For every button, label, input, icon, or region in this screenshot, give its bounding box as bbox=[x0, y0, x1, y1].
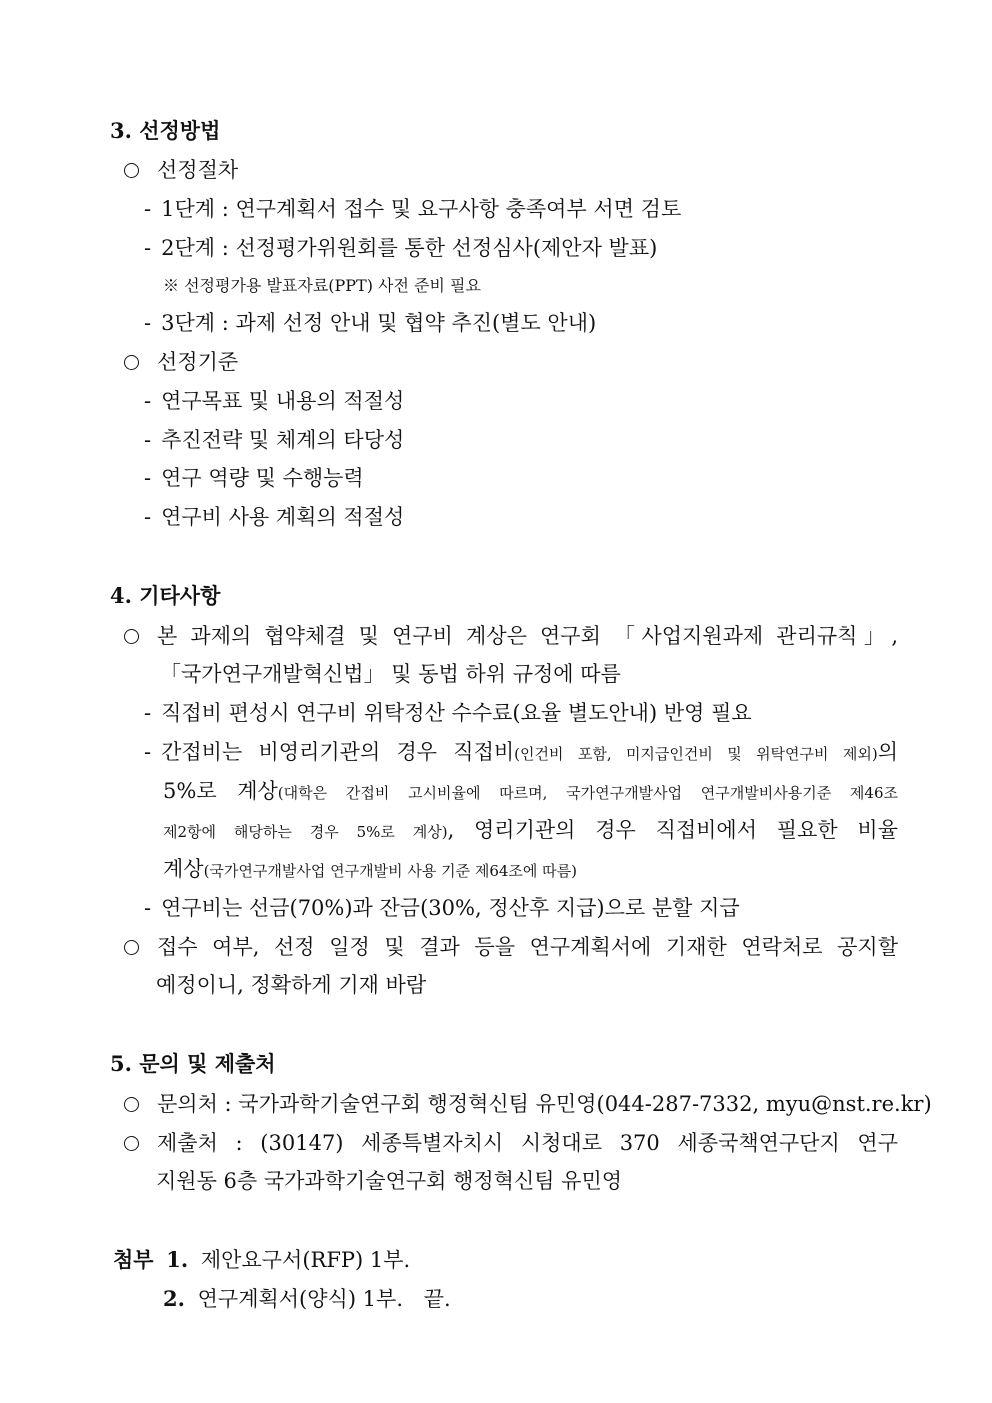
procedure-note: ※ 선정평가용 발표자료(PPT) 사전 준비 필요 bbox=[163, 276, 481, 295]
criteria-item: - 연구 역량 및 수행능력 bbox=[144, 466, 364, 490]
circle-bullet-icon bbox=[124, 1097, 139, 1112]
circle-bullet-icon bbox=[124, 1136, 139, 1151]
criteria-item: - 추진전략 및 체계의 타당성 bbox=[144, 428, 405, 452]
procedure-step-1: - 1단계 : 연구계획서 접수 및 요구사항 충족여부 서면 검토 bbox=[144, 197, 682, 221]
criteria-item: - 연구비 사용 계획의 적절성 bbox=[144, 505, 405, 529]
end-mark: 끝. bbox=[423, 1287, 451, 1311]
notice-paragraph-line-2: 예정이니, 정확하게 기재 바람 bbox=[156, 973, 427, 997]
indirect-cost-line-1: - 간접비는 비영리기관의 경우 직접비(인건비 포함, 미지급인건비 및 위탁연구비 제외)의 bbox=[144, 740, 898, 764]
direct-cost-note: - 직접비 편성시 연구비 위탁정산 수수료(요율 별도안내) 반영 필요 bbox=[144, 701, 752, 725]
indirect-cost-line-4: 계상(국가연구개발사업 연구개발비 사용 기준 제64조에 따름) bbox=[163, 857, 577, 881]
agreement-paragraph-line-1: 본 과제의 협약체결 및 연구비 계상은 연구회 「사업지원과제 관리규칙」, bbox=[124, 620, 898, 650]
criteria-item: - 연구목표 및 내용의 적절성 bbox=[144, 389, 405, 413]
agreement-paragraph-line-2: 「국가연구개발혁신법」 및 동법 하위 규정에 따름 bbox=[160, 662, 621, 686]
procedure-heading: 선정절차 bbox=[124, 154, 238, 184]
criteria-heading: 선정기준 bbox=[124, 346, 238, 376]
procedure-step-2: - 2단계 : 선정평가위원회를 통한 선정심사(제안자 발표) bbox=[144, 236, 658, 260]
circle-bullet-icon bbox=[124, 629, 139, 644]
attachment-line-2: 2. 연구계획서(양식) 1부. 끝. bbox=[163, 1286, 451, 1311]
submit-line-2: 지원동 6층 국가과학기술연구회 행정혁신팀 유민영 bbox=[156, 1169, 623, 1193]
circle-bullet-icon bbox=[124, 163, 139, 178]
section-4-title: 4. 기타사항 bbox=[110, 583, 221, 608]
submit-line-1: 제출처 : (30147) 세종특별자치시 시청대로 370 세종국책연구단지 연구 bbox=[124, 1127, 898, 1157]
payment-note: - 연구비는 선금(70%)과 잔금(30%, 정산후 지급)으로 분할 지급 bbox=[144, 896, 740, 920]
contact-line: 문의처 : 국가과학기술연구회 행정혁신팀 유민영(044-287-7332, myu@nst.re.kr) bbox=[124, 1088, 932, 1118]
notice-paragraph-line-1: 접수 여부, 선정 일정 및 결과 등을 연구계획서에 기재한 연락처로 공지할 bbox=[124, 931, 898, 961]
section-5-title: 5. 문의 및 제출처 bbox=[110, 1051, 276, 1076]
circle-bullet-icon bbox=[124, 940, 139, 955]
circle-bullet-icon bbox=[124, 355, 139, 370]
procedure-step-3: - 3단계 : 과제 선정 안내 및 협약 추진(별도 안내) bbox=[144, 311, 597, 335]
attachment-line-1: 첨부 1. 제안요구서(RFP) 1부. bbox=[113, 1247, 411, 1272]
indirect-cost-line-2: 5%로 계상(대학은 간접비 고시비율에 따르며, 국가연구개발사업 연구개발비사용기준 제46조 bbox=[163, 779, 898, 803]
section-3-title: 3. 선정방법 bbox=[110, 118, 221, 143]
indirect-cost-line-3: 제2항에 해당하는 경우 5%로 계상), 영리기관의 경우 직접비에서 필요한 비율 bbox=[163, 818, 898, 842]
